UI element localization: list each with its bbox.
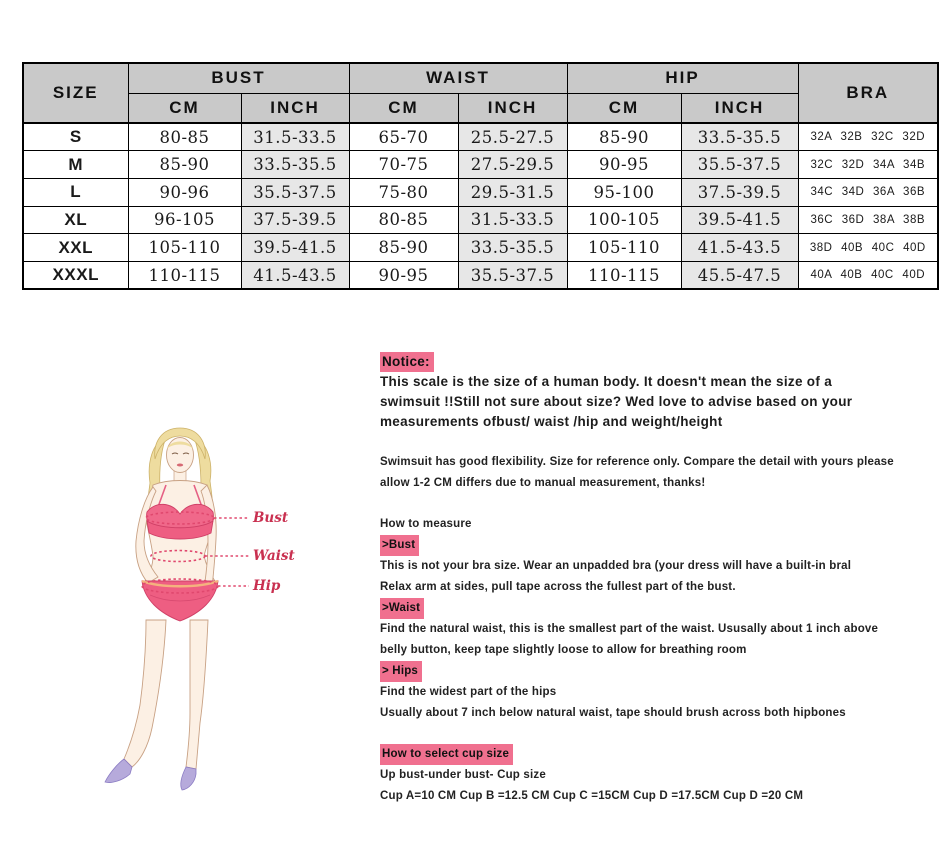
cell-bust-inch: 31.5-33.5 bbox=[241, 123, 349, 151]
cell-waist-inch: 33.5-35.5 bbox=[458, 234, 567, 262]
leg-left bbox=[124, 620, 166, 767]
cell-waist-cm: 80-85 bbox=[349, 206, 458, 234]
cell-waist-inch: 35.5-37.5 bbox=[458, 261, 567, 289]
subheader-waist-inch: INCH bbox=[458, 93, 567, 123]
subheader-hip-inch: INCH bbox=[681, 93, 798, 123]
leg-right bbox=[186, 620, 208, 769]
heading-row bbox=[380, 661, 940, 682]
cell-waist-cm: 85-90 bbox=[349, 234, 458, 262]
cell-bust-cm: 105-110 bbox=[128, 234, 241, 262]
subheader-bust-cm: CM bbox=[128, 93, 241, 123]
cell-size: XXXL bbox=[23, 261, 128, 289]
cell-hip-cm: 95-100 bbox=[567, 178, 681, 206]
bikini-bottom bbox=[142, 581, 218, 621]
size-chart-table bbox=[22, 62, 939, 290]
cell-hip-inch: 33.5-35.5 bbox=[681, 123, 798, 151]
cell-hip-cm: 85-90 bbox=[567, 123, 681, 151]
instruction-line: Find the natural waist, this is the smallest part of the waist. Ususally about 1 inch above bbox=[380, 623, 879, 635]
cell-bust-inch: 39.5-41.5 bbox=[241, 234, 349, 262]
col-header-waist: WAIST bbox=[349, 63, 567, 93]
instructions-panel bbox=[380, 352, 940, 807]
table-row bbox=[23, 178, 938, 206]
cell-bust-cm: 90-96 bbox=[128, 178, 241, 206]
cell-waist-cm: 90-95 bbox=[349, 261, 458, 289]
cell-hip-inch: 39.5-41.5 bbox=[681, 206, 798, 234]
cell-waist-cm: 65-70 bbox=[349, 123, 458, 151]
instruction-line: Cup A=10 CM Cup B =12.5 CM Cup C =15CM Cup D =17.5CM Cup D =20 CM bbox=[380, 790, 804, 802]
lips bbox=[177, 464, 183, 467]
cell-bust-cm: 110-115 bbox=[128, 261, 241, 289]
bust-label: Bust bbox=[253, 510, 289, 526]
cell-hip-cm: 100-105 bbox=[567, 206, 681, 234]
cell-size: S bbox=[23, 123, 128, 151]
spacer bbox=[380, 724, 940, 744]
cell-bust-inch: 35.5-37.5 bbox=[241, 178, 349, 206]
cell-bust-cm: 96-105 bbox=[128, 206, 241, 234]
cell-bra: 32A 32B 32C 32D bbox=[798, 123, 938, 151]
table-row bbox=[23, 206, 938, 234]
cell-waist-cm: 70-75 bbox=[349, 151, 458, 179]
shoe-right bbox=[181, 767, 196, 790]
highlighted-heading: How to select cup size bbox=[380, 744, 513, 765]
instruction-line: measurements ofbust/ waist /hip and weight/height bbox=[380, 414, 723, 429]
instruction-line: swimsuit !!Still not sure about size? Wed love to advise based on your bbox=[380, 394, 853, 409]
instruction-line: belly button, keep tape slightly loose to allow for breathing room bbox=[380, 644, 747, 656]
cell-hip-inch: 45.5-47.5 bbox=[681, 261, 798, 289]
cell-size: L bbox=[23, 178, 128, 206]
size-table-header bbox=[23, 63, 938, 123]
cell-bust-inch: 33.5-35.5 bbox=[241, 151, 349, 179]
cell-hip-inch: 41.5-43.5 bbox=[681, 234, 798, 262]
highlighted-heading: >Waist bbox=[380, 598, 424, 619]
cell-bra: 32C 32D 34A 34B bbox=[798, 151, 938, 179]
spacer bbox=[380, 494, 940, 514]
col-header-bra: BRA bbox=[798, 63, 938, 123]
highlighted-heading: > Hips bbox=[380, 661, 422, 682]
cell-hip-inch: 37.5-39.5 bbox=[681, 178, 798, 206]
instruction-line: Relax arm at sides, pull tape across the fullest part of the bust. bbox=[380, 581, 736, 593]
subheader-waist-cm: CM bbox=[349, 93, 458, 123]
cell-size: XL bbox=[23, 206, 128, 234]
cell-bust-inch: 37.5-39.5 bbox=[241, 206, 349, 234]
cell-waist-inch: 31.5-33.5 bbox=[458, 206, 567, 234]
table-row bbox=[23, 234, 938, 262]
heading-row bbox=[380, 535, 940, 556]
cell-size: XXL bbox=[23, 234, 128, 262]
highlighted-heading: >Bust bbox=[380, 535, 419, 556]
hip-label: Hip bbox=[253, 578, 281, 594]
instruction-line: Find the widest part of the hips bbox=[380, 686, 557, 698]
cell-hip-cm: 105-110 bbox=[567, 234, 681, 262]
subheader-bust-inch: INCH bbox=[241, 93, 349, 123]
cell-bra: 34C 34D 36A 36B bbox=[798, 178, 938, 206]
instruction-line: Up bust-under bust- Cup size bbox=[380, 769, 546, 781]
heading-row bbox=[380, 598, 940, 619]
highlighted-heading: Notice: bbox=[380, 352, 434, 372]
col-header-size: SIZE bbox=[23, 63, 128, 123]
cell-bra: 40A 40B 40C 40D bbox=[798, 261, 938, 289]
subheader-hip-cm: CM bbox=[567, 93, 681, 123]
cell-bust-inch: 41.5-43.5 bbox=[241, 261, 349, 289]
table-row bbox=[23, 151, 938, 179]
cell-bust-cm: 80-85 bbox=[128, 123, 241, 151]
cell-bra: 36C 36D 38A 38B bbox=[798, 206, 938, 234]
instruction-line: This scale is the size of a human body. It doesn't mean the size of a bbox=[380, 374, 833, 389]
section-heading: How to measure bbox=[380, 518, 472, 530]
cell-waist-inch: 27.5-29.5 bbox=[458, 151, 567, 179]
spacer bbox=[380, 432, 940, 452]
size-table-body bbox=[23, 123, 938, 289]
cell-bust-cm: 85-90 bbox=[128, 151, 241, 179]
cell-waist-inch: 29.5-31.5 bbox=[458, 178, 567, 206]
cell-bra: 38D 40B 40C 40D bbox=[798, 234, 938, 262]
measurement-figure bbox=[100, 423, 360, 820]
waist-label: Waist bbox=[253, 548, 295, 564]
instruction-line: allow 1-2 CM differs due to manual measurement, thanks! bbox=[380, 477, 706, 489]
instruction-line: This is not your bra size. Wear an unpadded bra (your dress will have a built-in bral bbox=[380, 560, 852, 572]
col-header-hip: HIP bbox=[567, 63, 798, 93]
heading-row bbox=[380, 352, 940, 372]
cell-hip-cm: 90-95 bbox=[567, 151, 681, 179]
cell-size: M bbox=[23, 151, 128, 179]
instruction-line: Usually about 7 inch below natural waist, tape should brush across both hipbones bbox=[380, 707, 846, 719]
cell-waist-cm: 75-80 bbox=[349, 178, 458, 206]
col-header-bust: BUST bbox=[128, 63, 349, 93]
table-row bbox=[23, 123, 938, 151]
heading-row bbox=[380, 744, 940, 765]
cell-hip-cm: 110-115 bbox=[567, 261, 681, 289]
instruction-line: Swimsuit has good flexibility. Size for reference only. Compare the detail with yours please bbox=[380, 456, 894, 468]
woman-sketch bbox=[100, 423, 360, 820]
cell-hip-inch: 35.5-37.5 bbox=[681, 151, 798, 179]
table-row bbox=[23, 261, 938, 289]
cell-waist-inch: 25.5-27.5 bbox=[458, 123, 567, 151]
shoe-left bbox=[105, 759, 132, 783]
